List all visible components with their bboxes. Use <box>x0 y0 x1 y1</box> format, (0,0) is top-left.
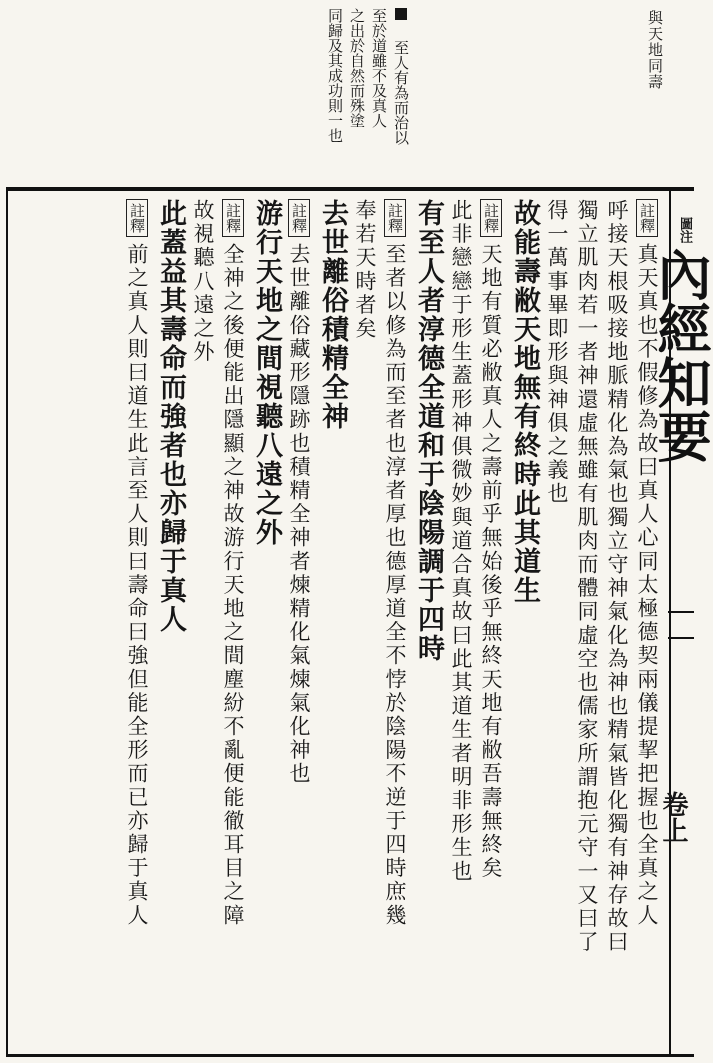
commentary-column <box>284 199 314 1047</box>
top-annotation-line: 至於道雖不及真人 <box>370 8 388 128</box>
top-annotation-line: 同歸及其成功則一 <box>326 8 344 128</box>
commentary-column <box>122 199 152 1047</box>
book-title: 內經知要 <box>649 247 713 463</box>
column-text: 去世離俗藏形隱跡也積精全神者煉精化氣煉氣化神也 <box>287 243 311 786</box>
main-text-column <box>506 199 542 1047</box>
commentary-tag: 註釋 <box>384 199 406 237</box>
commentary-column <box>350 199 380 1047</box>
commentary-column <box>602 199 632 1047</box>
column-text: 此非戀戀于形生蓋形神俱微妙與道合真故曰此其道生者明非形生也 <box>449 199 473 884</box>
top-right-note: 與天地同壽 <box>646 10 664 90</box>
main-text-column <box>248 199 284 1047</box>
column-text: 游行天地之間視聽八遠之外 <box>251 199 282 547</box>
main-text-column <box>410 199 446 1047</box>
commentary-column <box>188 199 218 1047</box>
commentary-column <box>218 199 248 1047</box>
column-text: 有至人者淳德全道和于陰陽調于四時 <box>413 199 444 663</box>
main-text-column <box>152 199 188 1047</box>
top-annotation-line: 也 <box>326 128 344 143</box>
volume-label: 卷上 <box>658 791 688 843</box>
top-annotation-line: 至人有為而治以 <box>392 40 410 145</box>
commentary-column <box>572 199 602 1047</box>
commentary-tag: 註釋 <box>480 199 502 237</box>
column-text: 真天真也不假修為故曰真人心同太極德契兩儀提挈把握也全真之人 <box>635 243 659 928</box>
column-text: 全神之後便能出隱顯之神故游行天地之間塵紛不亂便能徹耳目之障 <box>221 243 245 928</box>
column-text: 呼接天根吸接地脈精化為氣也獨立守神氣化為神也精氣皆化獨有神存故曰 <box>605 199 629 955</box>
commentary-tag: 註釋 <box>636 199 658 237</box>
column-text: 天地有質必敝真人之壽前乎無始後乎無終天地有敝吾壽無終矣 <box>479 243 503 881</box>
page-frame <box>6 187 713 1057</box>
column-text: 前之真人則曰道生此言至人則曰壽命曰強但能全形而已亦歸于真人 <box>125 243 149 928</box>
commentary-column <box>542 199 572 1047</box>
top-annotation <box>322 8 410 183</box>
commentary-column <box>380 199 410 1047</box>
banner-cap: 圖注 <box>677 217 692 243</box>
column-text: 獨立肌肉若一者神還虛無雖有肌肉而體同虛空也儒家所謂抱元守一又曰了 <box>575 199 599 955</box>
fish-tail-mark <box>668 611 694 639</box>
column-text: 故能壽敝天地無有終時此其道生 <box>509 199 540 605</box>
commentary-tag: 註釋 <box>288 199 310 237</box>
title-banner <box>649 191 713 1054</box>
top-annotation-line: 之出於自然而殊塗 <box>348 8 366 128</box>
text-columns <box>122 199 662 1049</box>
commentary-tag: 註釋 <box>126 199 148 237</box>
commentary-column <box>632 199 662 1047</box>
commentary-tag: 註釋 <box>222 199 244 237</box>
column-text: 奉若天時者矣 <box>353 199 377 341</box>
main-text-column <box>314 199 350 1047</box>
square-mark-icon <box>395 8 407 20</box>
commentary-column <box>476 199 506 1047</box>
column-text: 此蓋益其壽命而強者也亦歸于真人 <box>155 199 186 634</box>
commentary-column <box>446 199 476 1047</box>
column-text: 去世離俗積精全神 <box>317 199 348 431</box>
column-text: 故視聽八遠之外 <box>191 199 215 365</box>
column-text: 得一萬事畢即形與神俱之義也 <box>545 199 569 506</box>
column-text: 至者以修為而至者也淳者厚也德厚道全不悖於陰陽不逆于四時庶幾 <box>383 243 407 928</box>
